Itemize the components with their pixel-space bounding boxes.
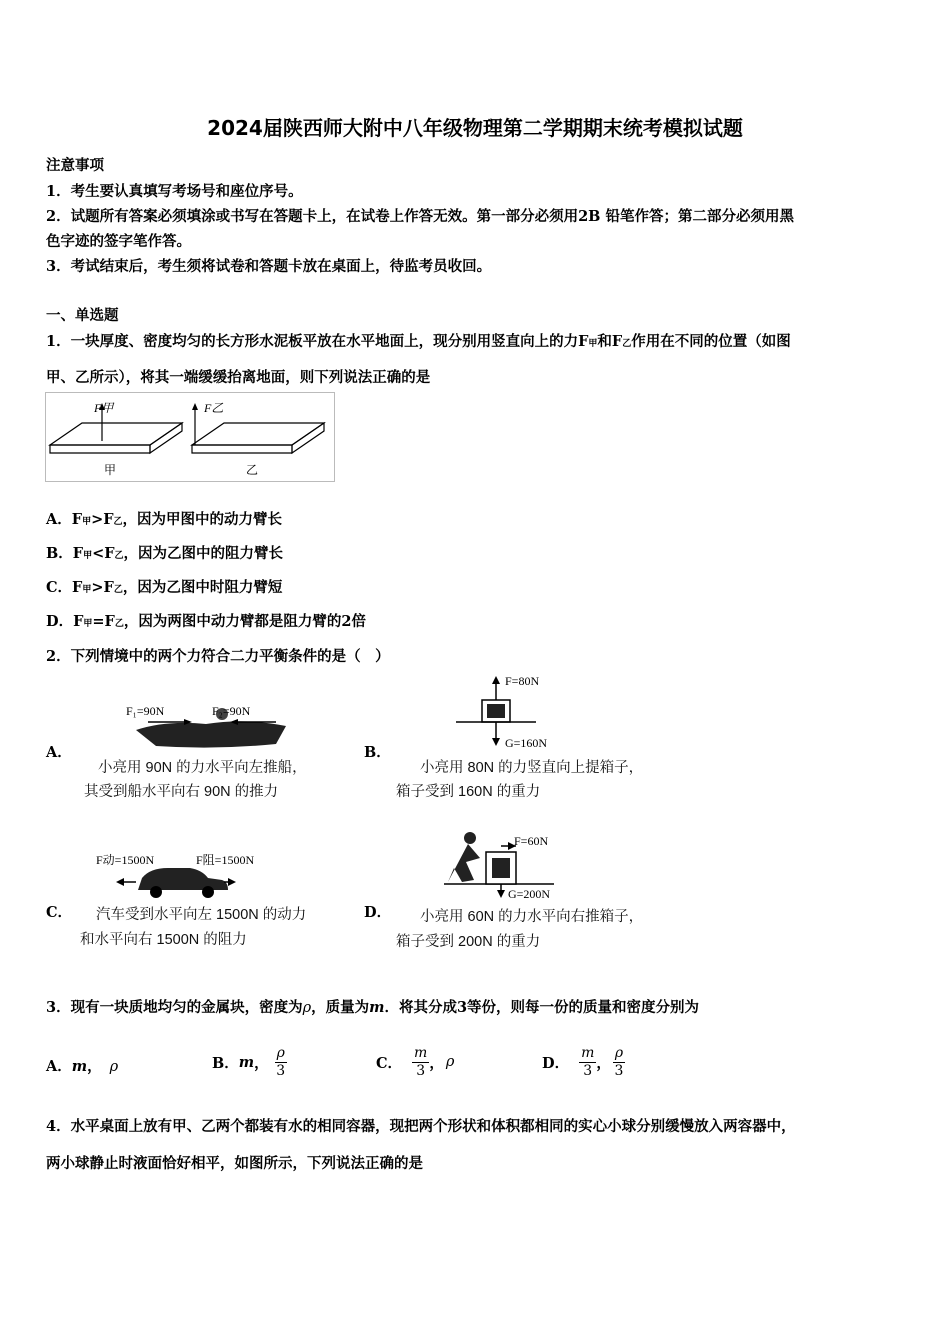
q2-option-b-letter[interactable]: B．	[364, 744, 391, 761]
q1-figure	[45, 392, 335, 482]
q3-d-fraction-1: $\frac{m}{3}$	[581, 1044, 595, 1079]
q3-option-d[interactable]: D． $\frac{m}{3}$ ， $\frac{\rho}{3}$	[542, 1044, 624, 1079]
q1-figure-drawing	[46, 393, 334, 481]
q1-fig-label-f-jia: F甲	[94, 401, 114, 415]
q2-option-c-letter[interactable]: C．	[46, 904, 73, 921]
q2-c-caption-1: 汽车受到水平向左 1500N 的动力	[96, 907, 307, 923]
q2-d-label-f: F=60N	[514, 834, 549, 848]
q3-c-fraction: $\frac{m}{3}$	[414, 1044, 428, 1079]
q2-a-label-f1: F₁=90N	[126, 704, 165, 718]
q3-option-c[interactable]: C． $\frac{m}{3}$ ， ρ	[376, 1044, 455, 1079]
notice-item-1: 1．考生要认真填写考场号和座位序号。	[46, 183, 303, 200]
q1-fig-caption-jia: 甲	[104, 463, 117, 477]
section-heading: 一、单选题	[46, 307, 119, 324]
q2-option-d-letter[interactable]: D．	[364, 904, 392, 921]
q4-stem-line1: 4．水平桌面上放有甲、乙两个都装有水的相同容器，现把两个形状和体积都相同的实心小球分别缓慢放入两容器中，	[46, 1118, 796, 1135]
notice-item-3: 3．考试结束后，考生须将试卷和答题卡放在桌面上，待监考员收回。	[46, 258, 492, 275]
q2-d-caption-2: 箱子受到 200N 的重力	[396, 934, 541, 950]
q4-stem-line2: 两小球静止时液面恰好相平，如图所示，下列说法正确的是	[46, 1155, 423, 1172]
q3-b-fraction: $\frac{\rho}{3}$	[276, 1044, 286, 1079]
q1-option-a[interactable]: A．F甲>F乙，因为甲图中的动力臂长	[46, 511, 283, 528]
q2-b-caption-1: 小亮用 80N 的力竖直向上提箱子，	[420, 760, 644, 776]
q3-option-b[interactable]: B． m ， $\frac{\rho}{3}$	[212, 1044, 286, 1079]
q2-b-label-g: G=160N	[505, 736, 548, 750]
page-title: 2024届陕西师大附中八年级物理第二学期期末统考模拟试题	[207, 116, 743, 140]
q3-stem: 3．现有一块质地均匀的金属块，密度为ρ，质量为m．将其分成3等份，则每一份的质量和密度分别为	[46, 999, 700, 1016]
q2-b-caption-2: 箱子受到 160N 的重力	[396, 784, 541, 800]
q1-option-d[interactable]: D．F甲=F乙，因为两图中动力臂都是阻力臂的2倍	[46, 613, 366, 630]
q1-fig-label-f-yi: F乙	[204, 401, 224, 415]
q2-a-caption-2: 其受到船水平向右 90N 的推力	[84, 784, 279, 800]
notice-item-2: 2．试题所有答案必须填涂或书写在答题卡上，在试卷上作答无效。第一部分必须用2B 铅笔作答；第二部分必须用黑	[46, 208, 794, 225]
q3-option-a[interactable]: A．m， ρ	[46, 1058, 119, 1075]
q2-option-a-letter[interactable]: A．	[46, 744, 72, 761]
q3-d-fraction-2: $\frac{\rho}{3}$	[614, 1044, 624, 1079]
q1-option-b[interactable]: B．F甲<F乙，因为乙图中的阻力臂长	[46, 545, 284, 562]
q1-fig-caption-yi: 乙	[246, 463, 259, 477]
q2-b-label-f: F=80N	[505, 674, 540, 688]
notice-heading: 注意事项	[46, 157, 104, 174]
q1-stem-line1: 1．一块厚度、密度均匀的长方形水泥板平放在水平地面上，现分别用竖直向上的力F甲和F乙作用在不同的位置（如图	[46, 333, 791, 350]
q2-stem: 2．下列情境中的两个力符合二力平衡条件的是（ ）	[46, 648, 390, 665]
notice-item-2-cont: 色字迹的签字笔作答。	[46, 233, 191, 250]
q2-c-caption-2: 和水平向右 1500N 的阻力	[80, 932, 247, 948]
q2-a-caption-1: 小亮用 90N 的力水平向左推船，	[98, 760, 307, 776]
q2-a-label-f2: F₂=90N	[212, 704, 251, 718]
q2-c-label-f-drive: F动=1500N	[96, 853, 155, 867]
q1-stem-line2: 甲、乙所示），将其一端缓缓抬离地面，则下列说法正确的是	[46, 369, 431, 386]
q2-d-caption-1: 小亮用 60N 的力水平向右推箱子，	[420, 909, 644, 925]
q2-d-label-g: G=200N	[508, 887, 551, 901]
q2-c-car-figure	[116, 862, 236, 902]
q2-c-label-f-resist: F阻=1500N	[196, 853, 255, 867]
q1-option-c[interactable]: C．F甲>F乙，因为乙图中时阻力臂短	[46, 579, 283, 596]
